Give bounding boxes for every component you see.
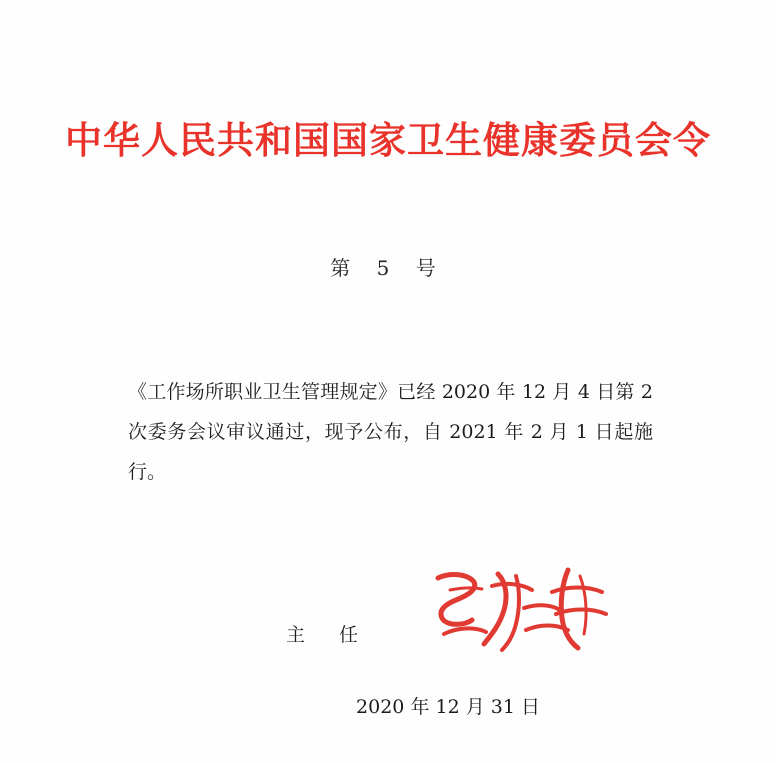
document-date: 2020 年 12 月 31 日 — [356, 696, 540, 718]
body-paragraph: 《工作场所职业卫生管理规定》已经 2020 年 12 月 4 日第 2 次委务会议审议通过，现予公布，自 2021 年 2 月 1 日起施行。 — [128, 381, 653, 483]
signature-row — [0, 608, 776, 668]
document-body — [128, 372, 653, 492]
page-title: 中华人民共和国国家卫生健康委员会令 — [65, 118, 711, 162]
handwritten-signature — [420, 556, 620, 666]
document-number: 第 5 号 — [330, 256, 446, 280]
signer-label: 主 任 — [286, 624, 373, 646]
